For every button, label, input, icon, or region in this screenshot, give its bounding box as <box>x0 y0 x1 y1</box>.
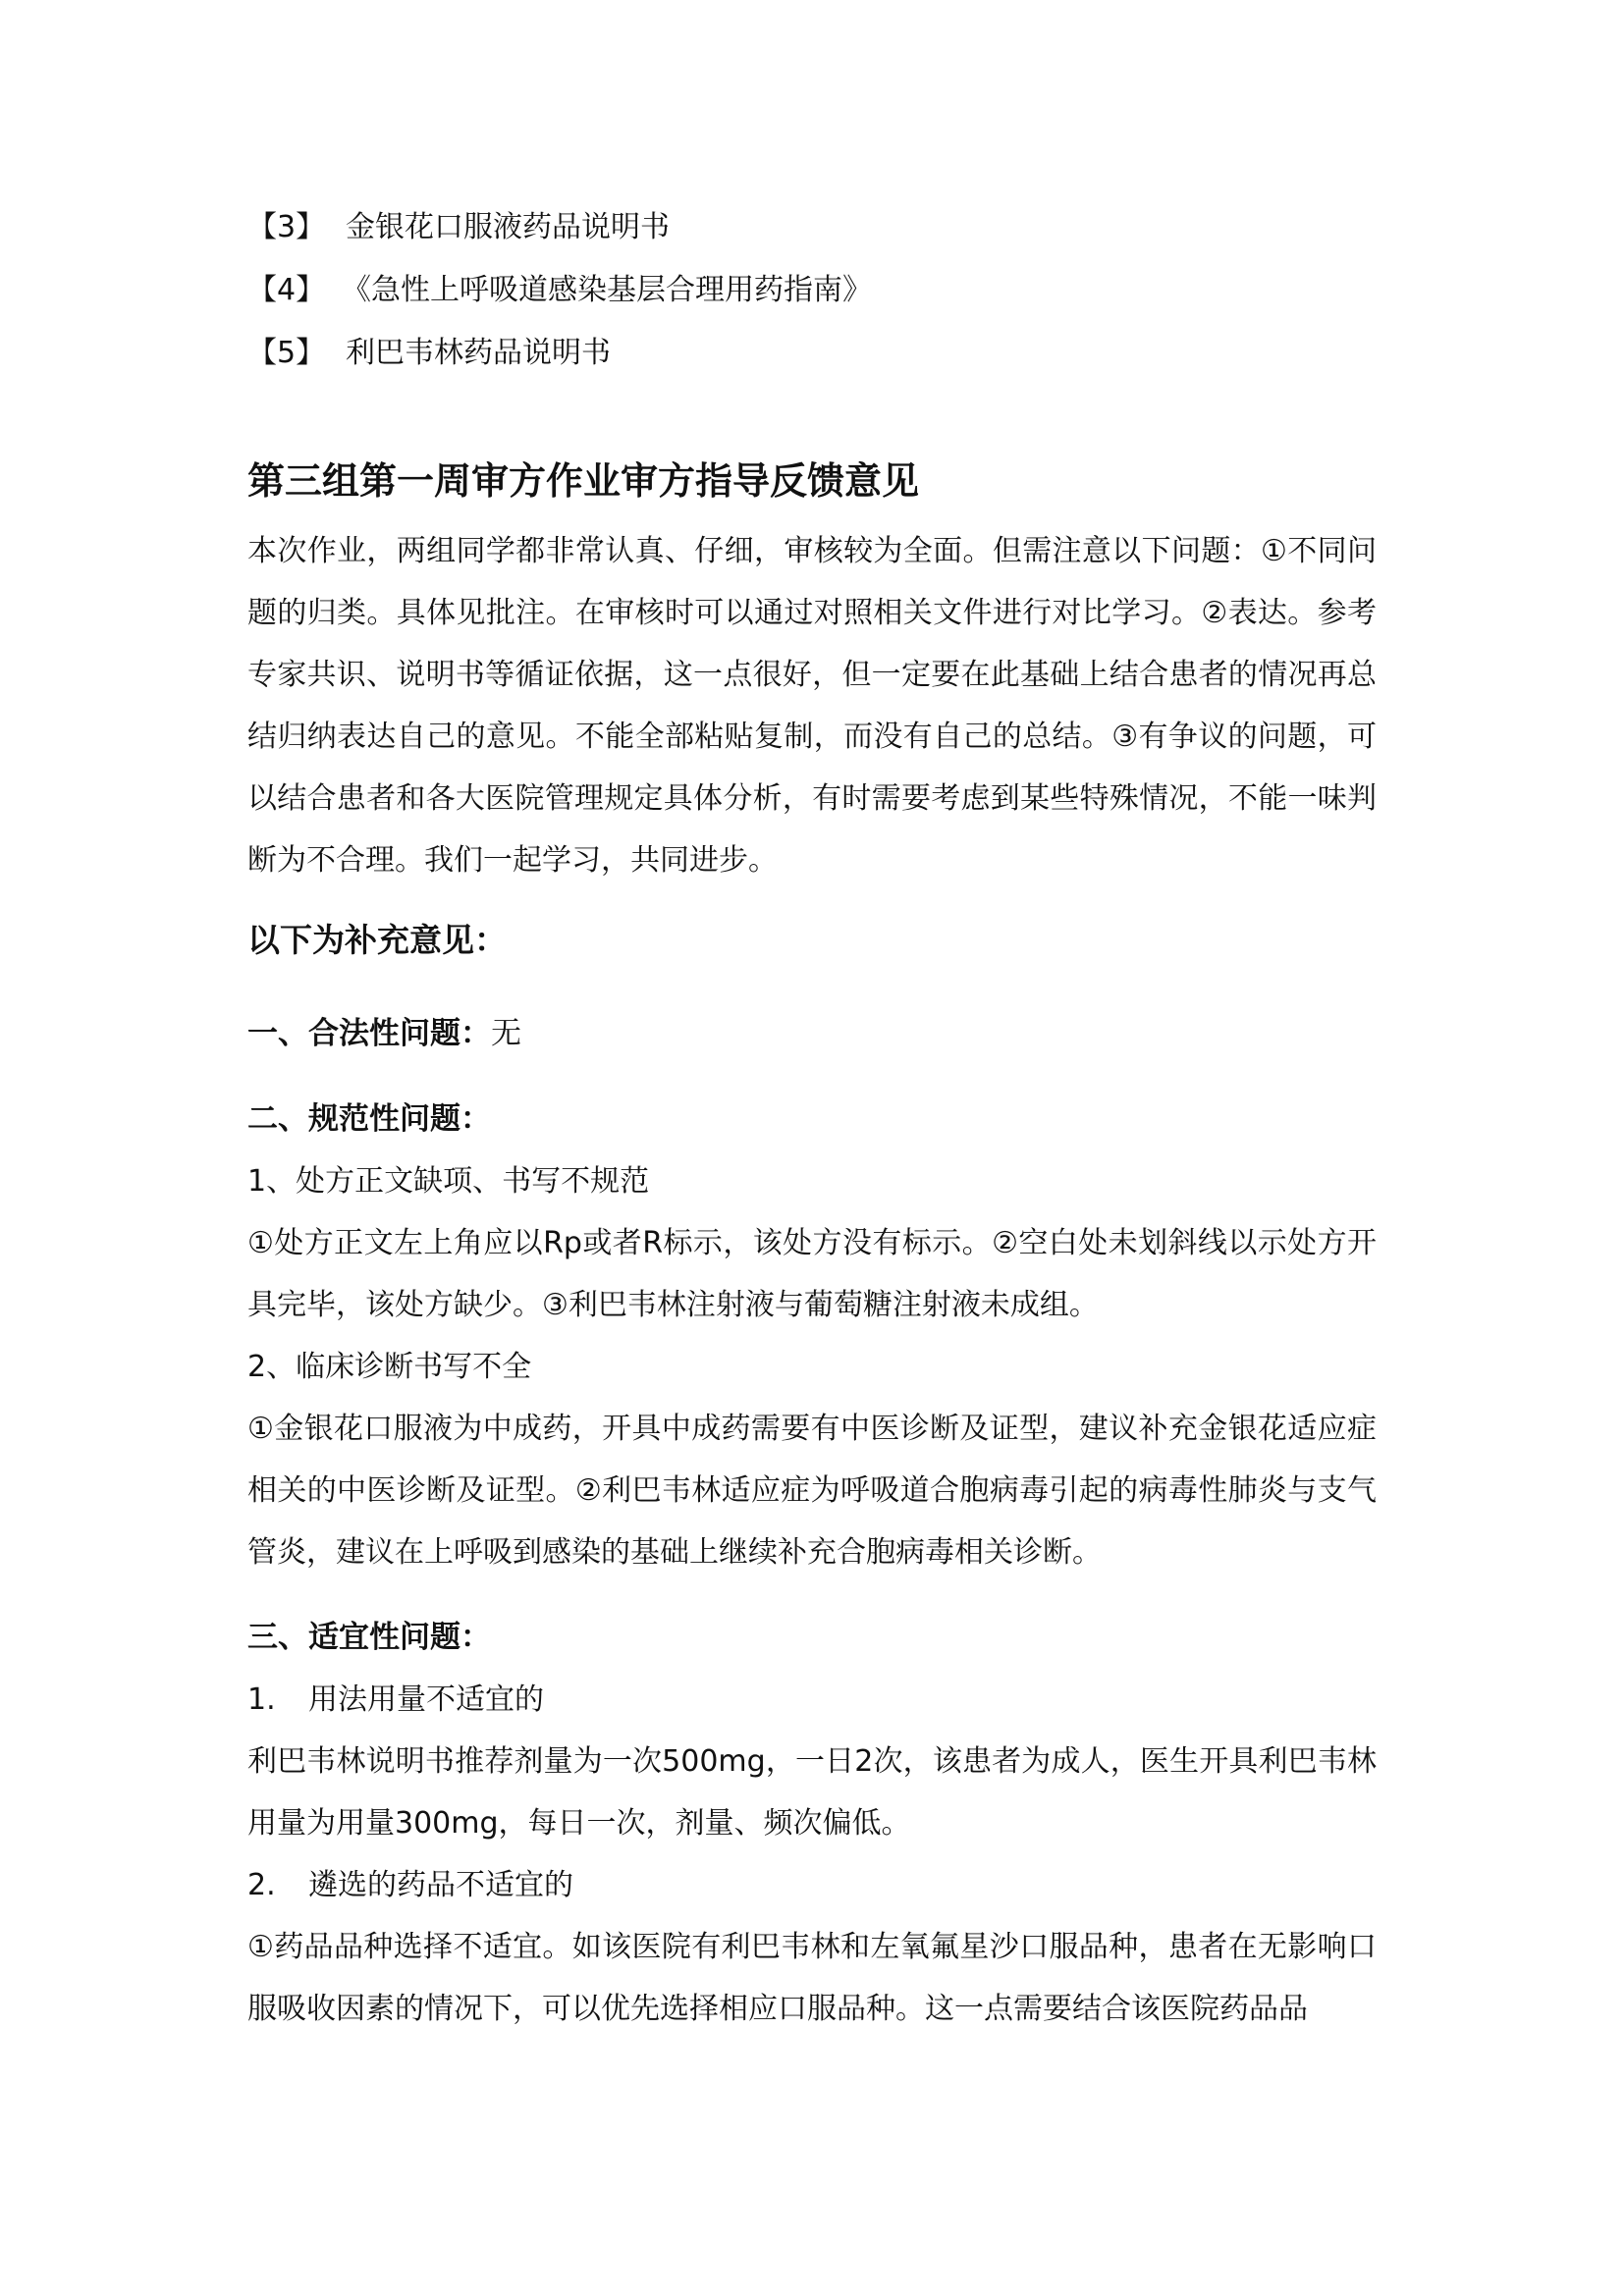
suitability-item1-title-line <box>247 1669 1377 1731</box>
suitability-item2-number: 2. <box>247 1868 276 1902</box>
suitability-heading: 三、适宜性问题： <box>247 1620 491 1655</box>
reference-text: 利巴韦林药品说明书 <box>346 336 611 370</box>
reference-number: 【3】 <box>247 210 326 244</box>
suitability-item2-title: 遴选的药品不适宜的 <box>308 1868 573 1902</box>
reference-text: 金银花口服液药品说明书 <box>346 210 670 244</box>
reference-item <box>247 196 1377 259</box>
reference-list <box>247 196 1377 385</box>
suitability-item2-title-line <box>247 1854 1377 1916</box>
suitability-item2-text: ①药品品种选择不适宜。如该医院有利巴韦林和左氧氟星沙口服品种，患者在无影响口服吸收因素的情况下，可以优先选择相应口服品种。这一点需要结合该医院药品品 <box>247 1930 1377 2026</box>
reference-item <box>247 259 1377 322</box>
reference-text: 《急性上呼吸道感染基层合理用药指南》 <box>342 273 872 307</box>
reference-item <box>247 322 1377 385</box>
standardization-heading: 二、规范性问题： <box>247 1101 491 1137</box>
legality-label: 一、合法性问题： <box>247 1016 491 1051</box>
feedback-title: 第三组第一周审方作业审方指导反馈意见 <box>247 459 920 503</box>
standardization-item1-text: ①处方正文左上角应以Rp或者R标示，该处方没有标示。②空白处未划斜线以示处方开具完毕，该处方缺少。③利巴韦林注射液与葡萄糖注射液未成组。 <box>247 1226 1377 1322</box>
standardization-item1-title: 1、处方正文缺项、书写不规范 <box>247 1164 650 1199</box>
suitability-item1-title: 用法用量不适宜的 <box>308 1682 544 1717</box>
standardization-item2-title: 2、临床诊断书写不全 <box>247 1350 532 1384</box>
legality-value: 无 <box>491 1016 521 1051</box>
document-content <box>247 196 1377 2040</box>
reference-number: 【5】 <box>247 336 326 370</box>
suitability-item1-number: 1. <box>247 1682 276 1717</box>
supplement-title: 以下为补充意见： <box>247 921 507 959</box>
reference-number: 【4】 <box>247 273 326 307</box>
legality-heading <box>247 1003 1377 1065</box>
standardization-item2-text: ①金银花口服液为中成药，开具中成药需要有中医诊断及证型，建议补充金银花适应症相关的中医诊断及证型。②利巴韦林适应症为呼吸道合胞病毒引起的病毒性肺炎与支气管炎，建议在上呼吸到感染的基础上继续补充合胞病毒相关诊断。 <box>247 1412 1377 1570</box>
feedback-intro-paragraph: 本次作业，两组同学都非常认真、仔细，审核较为全面。但需注意以下问题：①不同问题的归类。具体见批注。在审核时可以通过对照相关文件进行对比学习。②表达。参考专家共识、说明书等循证依据，这一点很好，但一定要在此基础上结合患者的情况再总结归纳表达自己的意见。不能全部粘贴复制，而没有自己的总结。③有争议的问题，可以结合患者和各大医院管理规定具体分析，有时需要考虑到某些特殊情况，不能一味判断为不合理。我们一起学习，共同进步。 <box>247 534 1377 878</box>
suitability-item1-text: 利巴韦林说明书推荐剂量为一次500mg，一日2次，该患者为成人，医生开具利巴韦林用量为用量300mg，每日一次，剂量、频次偏低。 <box>247 1744 1377 1841</box>
